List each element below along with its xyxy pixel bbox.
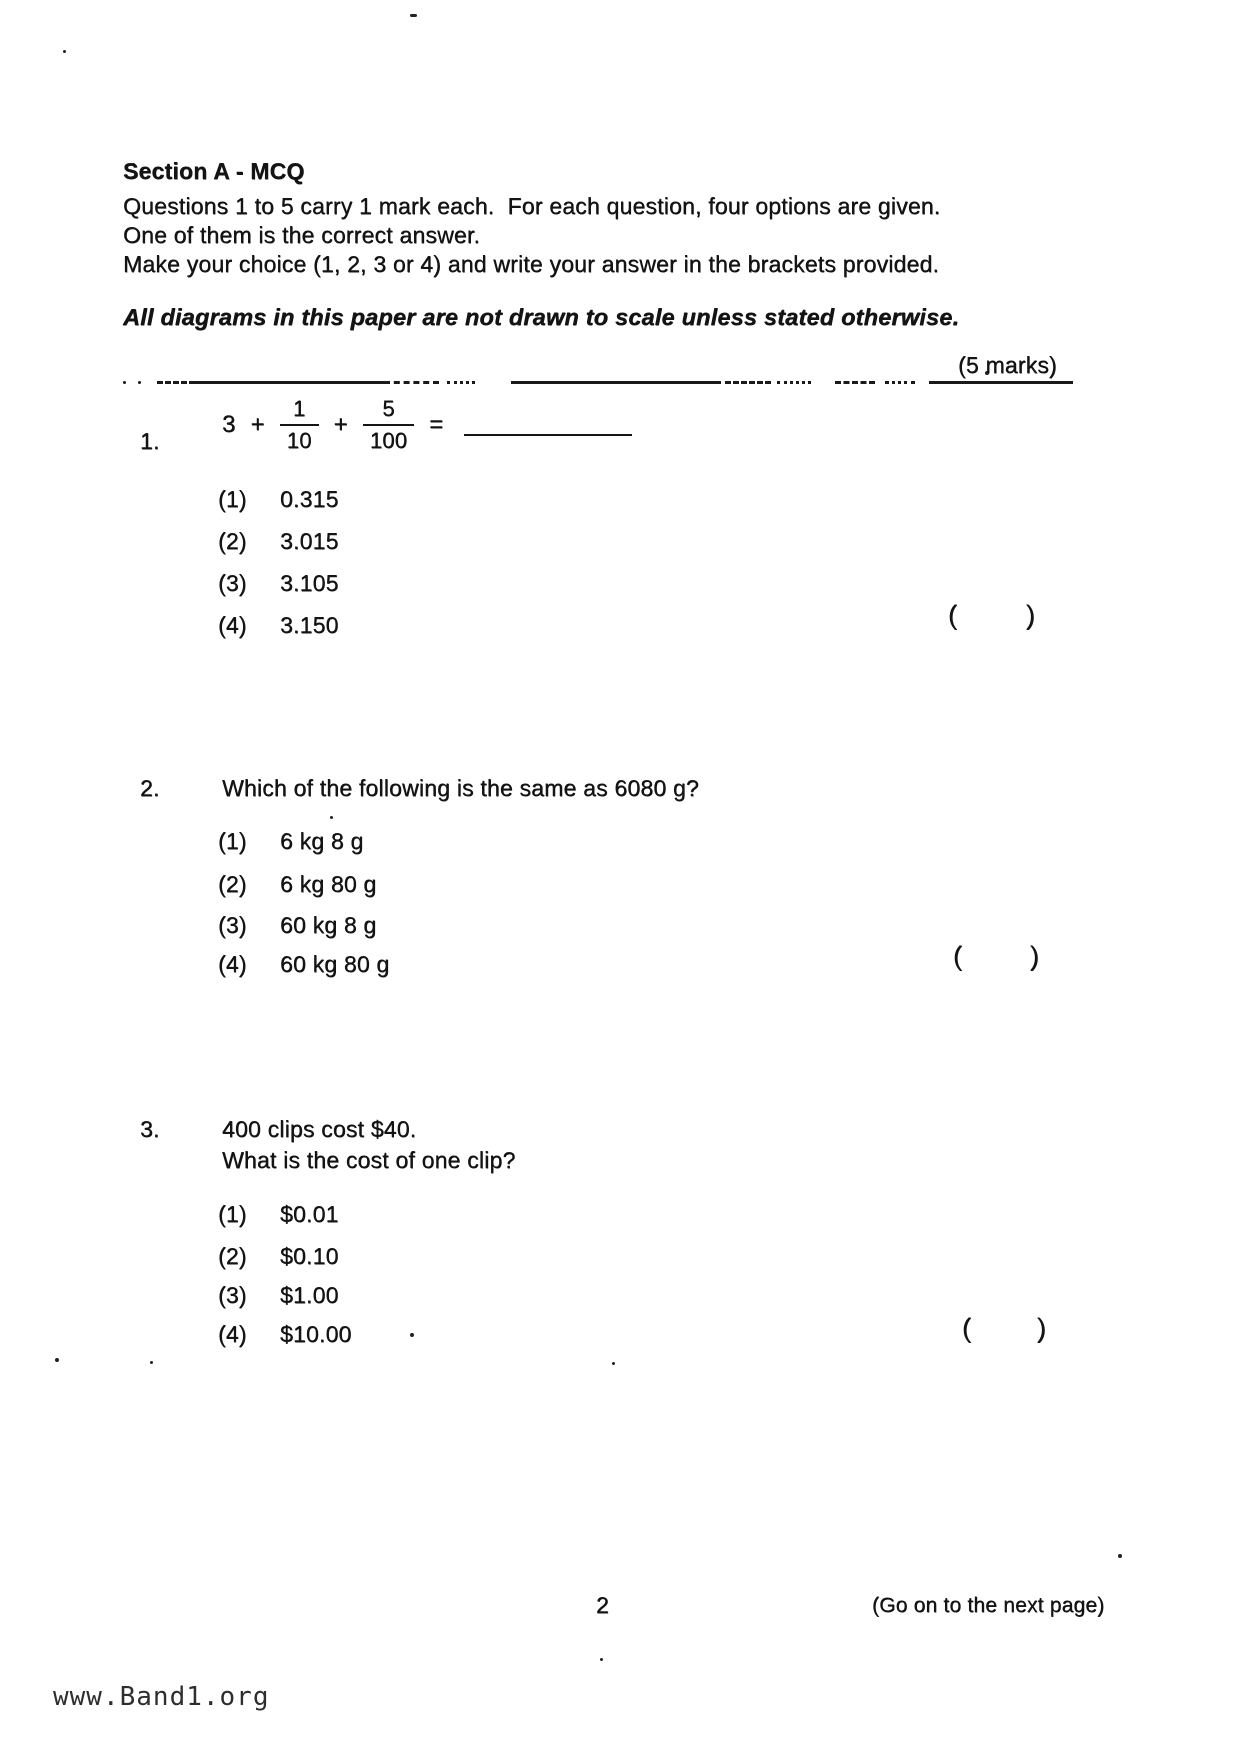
option-label: (2) bbox=[218, 871, 247, 897]
q1-equals-sign: = bbox=[429, 411, 444, 438]
q3-option-1 bbox=[218, 1201, 339, 1228]
page-number: 2 bbox=[596, 1592, 609, 1618]
q3-option-4 bbox=[218, 1321, 352, 1348]
option-label: (4) bbox=[218, 1321, 247, 1347]
divider-segment bbox=[447, 381, 475, 384]
option-text: 3.150 bbox=[280, 612, 339, 638]
instruction-line-2: One of them is the correct answer. bbox=[123, 222, 481, 248]
divider-segment bbox=[189, 381, 384, 384]
option-text: $10.00 bbox=[280, 1321, 352, 1347]
option-text: 0.315 bbox=[280, 486, 339, 512]
divider-segment bbox=[929, 381, 1073, 384]
q1-plus-sign: + bbox=[250, 411, 265, 438]
q3-stem-line-2: What is the cost of one clip? bbox=[222, 1147, 516, 1173]
divider-dot bbox=[123, 381, 126, 384]
divider-segment bbox=[885, 381, 915, 384]
fraction-1-over-10 bbox=[280, 398, 319, 452]
scan-noise-dot bbox=[55, 1358, 59, 1362]
q3-answer-bracket-close: ) bbox=[1037, 1313, 1047, 1343]
next-page-note: (Go on to the next page) bbox=[872, 1594, 1105, 1617]
q1-answer-bracket-open: ( bbox=[948, 600, 958, 630]
q1-option-1 bbox=[218, 486, 339, 513]
q3-stem-line-1: 400 clips cost $40. bbox=[222, 1116, 417, 1142]
q3-answer-bracket-open: ( bbox=[962, 1313, 972, 1343]
divider-segment bbox=[725, 381, 771, 384]
q1-plus-sign: + bbox=[333, 411, 348, 438]
scan-noise-dot bbox=[410, 14, 417, 17]
section-divider bbox=[123, 381, 1073, 384]
q1-equation bbox=[222, 398, 632, 452]
option-text: $0.10 bbox=[280, 1243, 339, 1269]
fraction-5-over-100 bbox=[363, 398, 414, 452]
q2-option-1 bbox=[218, 828, 363, 855]
option-label: (2) bbox=[218, 528, 247, 554]
divider-segment bbox=[157, 381, 187, 384]
option-text: 3.015 bbox=[280, 528, 339, 554]
fraction-numerator: 5 bbox=[382, 396, 395, 421]
q2-option-4 bbox=[218, 951, 389, 978]
answer-blank-line bbox=[464, 434, 632, 436]
q3-option-2 bbox=[218, 1243, 339, 1270]
q2-option-2 bbox=[218, 871, 376, 898]
scan-noise-dot bbox=[63, 50, 66, 53]
scale-note: All diagrams in this paper are not drawn to scale unless stated otherwise. bbox=[123, 304, 960, 330]
option-text: 60 kg 8 g bbox=[280, 912, 377, 938]
scan-noise-dot bbox=[1118, 1554, 1122, 1558]
q3-option-3 bbox=[218, 1282, 339, 1309]
fraction-denominator: 100 bbox=[363, 424, 414, 452]
divider-segment bbox=[835, 381, 875, 384]
option-text: 3.105 bbox=[280, 570, 339, 596]
scan-noise-dot bbox=[612, 1362, 615, 1365]
section-title: Section A - MCQ bbox=[123, 158, 305, 184]
watermark: www.Band1.org bbox=[53, 1682, 270, 1712]
option-label: (2) bbox=[218, 1243, 247, 1269]
q1-option-3 bbox=[218, 570, 339, 597]
q1-option-4 bbox=[218, 612, 339, 639]
fraction-numerator: 1 bbox=[293, 396, 306, 421]
scan-noise-dot bbox=[150, 1361, 153, 1364]
q2-number: 2. bbox=[140, 775, 160, 801]
option-label: (3) bbox=[218, 570, 247, 596]
q2-option-3 bbox=[218, 912, 376, 939]
scan-noise-dot bbox=[410, 1333, 414, 1337]
option-label: (4) bbox=[218, 612, 247, 638]
option-text: 6 kg 8 g bbox=[280, 828, 364, 854]
q2-answer-bracket-open: ( bbox=[953, 941, 963, 971]
option-label: (3) bbox=[218, 1282, 247, 1308]
q3-number: 3. bbox=[140, 1116, 160, 1142]
q2-stem: Which of the following is the same as 6080 g? bbox=[222, 775, 699, 801]
scan-noise-dot bbox=[600, 1658, 603, 1661]
option-text: 6 kg 80 g bbox=[280, 871, 377, 897]
instruction-line-1: Questions 1 to 5 carry 1 mark each. For each question, four options are given. bbox=[123, 193, 941, 219]
q1-option-2 bbox=[218, 528, 339, 555]
scan-noise-dot bbox=[330, 816, 333, 819]
q1-number: 1. bbox=[140, 428, 160, 454]
option-text: $1.00 bbox=[280, 1282, 339, 1308]
q2-answer-bracket-close: ) bbox=[1030, 941, 1040, 971]
divider-dot bbox=[138, 381, 141, 384]
option-label: (1) bbox=[218, 828, 247, 854]
option-label: (1) bbox=[218, 486, 247, 512]
divider-segment bbox=[777, 381, 811, 384]
option-text: 60 kg 80 g bbox=[280, 951, 390, 977]
q1-answer-bracket-close: ) bbox=[1026, 600, 1036, 630]
marks-label: (5 marks) bbox=[958, 352, 1057, 378]
divider-segment bbox=[511, 381, 721, 384]
instruction-line-3: Make your choice (1, 2, 3 or 4) and write your answer in the brackets provided. bbox=[123, 251, 940, 277]
option-label: (1) bbox=[218, 1201, 247, 1227]
divider-segment bbox=[384, 381, 439, 384]
option-text: $0.01 bbox=[280, 1201, 339, 1227]
fraction-denominator: 10 bbox=[280, 424, 319, 452]
option-label: (3) bbox=[218, 912, 247, 938]
option-label: (4) bbox=[218, 951, 247, 977]
q1-term: 3 bbox=[222, 411, 236, 438]
